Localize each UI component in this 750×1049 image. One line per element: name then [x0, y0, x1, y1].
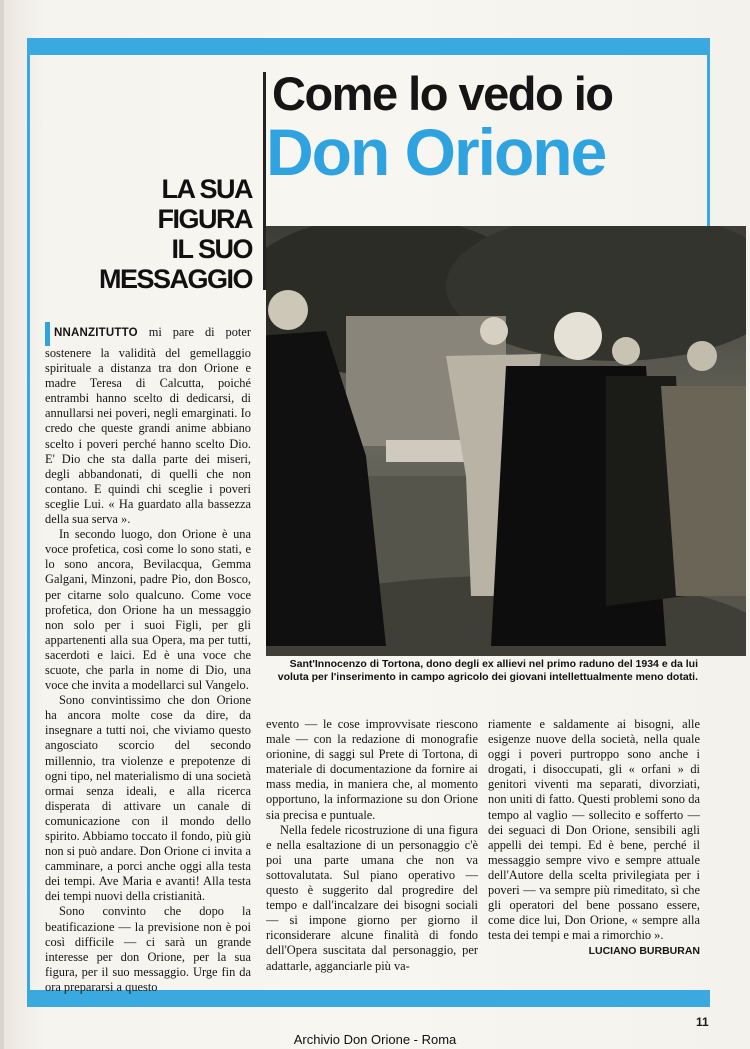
article-column-1 — [45, 322, 251, 995]
paragraph: Sono convinto che dopo la beatificazione — la previsione non è poi così difficile — ci sarà un grande interesse per don Orione, per la sua figura, per il suo messaggio. Urge fin da ora prepararsi a questo — [45, 904, 251, 994]
article-column-2 — [266, 717, 478, 974]
photo-illustration — [266, 226, 746, 656]
kicker-line: LA SUA — [161, 174, 252, 204]
photo-caption: Sant'Innocenzo di Tortona, dono degli ex allievi nel primo raduno del 1934 e da lui voluta per l'inserimento in campo agricolo dei giovani intellettualmente meno dotati. — [277, 658, 698, 683]
initial-marker — [45, 322, 50, 346]
lead-word: NNANZITUTTO — [54, 327, 138, 339]
paragraph: riamente e saldamente ai bisogni, alle esigenze nuove della società, nella quale oggi i poveri purtroppo sono anche i drogati, i disoccupati, gli « orfani » di genitori viventi ma separati, divorziati, non uniti di fatto. Questi problemi sono da tempo al vaglio — sollecito e sofferto — dei seguaci di Don Orione, sensibili agli appelli dei tempi. Ed è bene, perché il messaggio sempre vivo e sempre attuale dell'Autore della scelta privilegiata per i poveri — va sempre più rimeditato, sì che gli operatori del bene possano essere, come dice lui, Don Orione, « sempre alla testa dei tempi e mai a rimorchio ». — [488, 717, 700, 943]
archive-photo — [266, 226, 746, 656]
top-accent-bar — [27, 38, 710, 55]
author-signature: LUCIANO BURBURAN — [588, 945, 700, 958]
kicker — [80, 174, 252, 294]
paragraph: Sono convintissimo che don Orione ha ancora molte cose da dire, da insegnare a tutti noi, che viviamo questo angosciato scorcio del secondo millennio, tra violenze e prepotenze di ogni tipo, nel materialismo di una società ormai senza ideali, e alla ricerca disperata di attivare un canale di comunicazione con il mondo dello spirito. Abbiamo toccato il fondo, più giù non si può andare. Don Orione ci invita a camminare, a porci anche oggi alla testa dei tempi. Ave Maria e avanti! Alla testa dei tempi nuovi della cristianità. — [45, 693, 251, 904]
headline-line1: Come lo vedo io — [272, 67, 613, 120]
paragraph: Nella fedele ricostruzione di una figura e nella esaltazione di un personaggio c'è poi una parte umana che non va sottovalutata. Sul piano operativo — questo è suggerito dal progredire del tempo e dall'incalzare dei bisogni sociali — si impone giorno per giorno il riconsiderare alcune finalità di fondo dell'Opera suscitata dal personaggio, per adattarle, agganciarle più va- — [266, 822, 478, 973]
paragraph: In secondo luogo, don Orione è una voce profetica, così come lo sono stati, e lo sono ancora, Bevilacqua, Gemma Galgani, Minzoni, padre Pio, don Bosco, per citarne solo qualcuno. Come voce profetica, don Orione ha un messaggio non solo per i suoi Figli, per gli appartenenti alla sua Opera, ma per tutti, sacerdoti e laici. Ed è una voce che scuote, che parla in nome di Dio, una voce che invita a modellarci sul Vangelo. — [45, 527, 251, 693]
right-frame-line — [707, 38, 710, 226]
left-frame-line — [27, 38, 30, 1007]
page-number: 11 — [696, 1015, 709, 1029]
archive-footer: Archivio Don Orione - Roma — [293, 1032, 457, 1047]
lead-paragraph — [45, 322, 251, 527]
page-edge — [0, 0, 4, 1049]
paragraph-text: mi pare di poter sostenere la validità del gemellaggio spirituale a distanza tra don Orione e madre Teresa di Calcutta, poiché entrambi hanno scelto di dedicarsi, di annullarsi nei poveri, negli emarginati. Io credo che queste grandi anime abbiano scelto i poveri perché hanno scelto Dio. E' Dio che sta dalla parte dei miseri, degli abbandonati, di quelli che non contano. E quindi chi sceglie i poveri sceglie Lui. « Ha guardato alla bassezza della sua serva ». — [45, 325, 251, 527]
kicker-line: IL SUO — [171, 234, 252, 264]
headline-line2: Don Orione — [266, 115, 606, 189]
kicker-line: FIGURA — [157, 204, 252, 234]
article-column-3 — [488, 717, 700, 960]
kicker-line: MESSAGGIO — [98, 264, 252, 294]
paragraph: evento — le cose improvvisate riescono male — con la redazione di monografie orionine, di saggi sul Prete di Tortona, di materiale di documentazione da fornire ai mass media, in maniera che, al momento opportuno, la informazione su don Orione sia precisa e puntuale. — [266, 717, 478, 822]
